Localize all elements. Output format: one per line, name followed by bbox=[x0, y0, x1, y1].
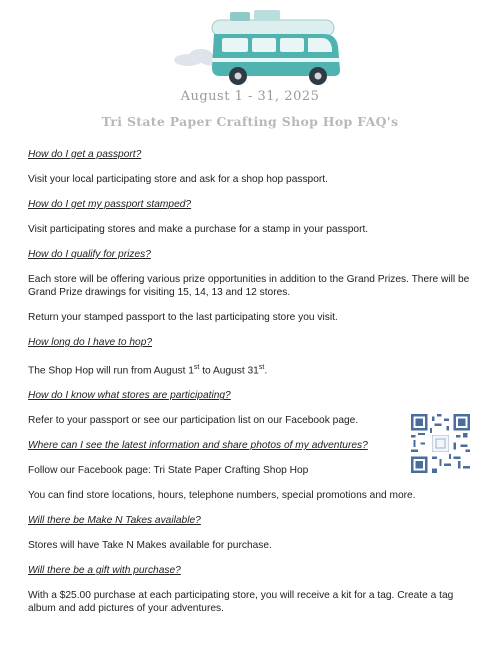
answer-text: The Shop Hop will run from August 1 bbox=[28, 365, 194, 377]
faq-answer: Follow our Facebook page: Tri State Paper Crafting Shop Hop bbox=[28, 465, 309, 477]
faq-answer: Visit your local participating store and ask for a shop hop passport. bbox=[28, 174, 328, 185]
faq-answer: Return your stamped passport to the last participating store you visit. bbox=[28, 312, 338, 323]
answer-text: . bbox=[264, 365, 268, 377]
van-icon bbox=[212, 10, 340, 85]
faq-question: How long do I have to hop? bbox=[28, 337, 153, 348]
answer-text: to August 31 bbox=[199, 365, 259, 377]
faq-question: Will there be Make N Takes available? bbox=[28, 515, 201, 527]
faq-answer: Stores will have Take N Makes available for purchase. bbox=[28, 540, 272, 552]
faq-question: Will there be a gift with purchase? bbox=[28, 565, 181, 577]
faq-answer: Each store will be offering various prize opportunities in addition to the Grand Prizes. There will be Grand Prize drawings for visiting 15, 14, 13 and 12 stores. bbox=[28, 274, 470, 298]
faq-question: How do I know what stores are participating? bbox=[28, 390, 231, 402]
faq-question: How do I get a passport? bbox=[28, 149, 142, 160]
camper-van-illustration bbox=[0, 0, 500, 90]
faq-question: How do I get my passport stamped? bbox=[28, 199, 192, 210]
event-dates: August 1 - 31, 2025 bbox=[180, 89, 320, 104]
faq-answer: You can find store locations, hours, telephone numbers, special promotions and more. bbox=[28, 490, 416, 502]
faq-answer bbox=[28, 361, 478, 377]
faq-answer: Refer to your passport or see our participation list on our Facebook page. bbox=[28, 415, 359, 427]
ordinal-suffix: st bbox=[258, 364, 265, 371]
faq-list bbox=[28, 148, 478, 627]
ordinal-suffix: st bbox=[193, 364, 200, 371]
qr-code-icon bbox=[411, 414, 470, 473]
faq-question: How do I qualify for prizes? bbox=[28, 249, 151, 260]
faq-question: Where can I see the latest information and share photos of my adventures? bbox=[28, 440, 368, 452]
faq-answer: With a $25.00 purchase at each participating store, you will receive a kit for a tag. Create a tag album and add pictures of your adventures. bbox=[28, 590, 454, 615]
qr-center-logo bbox=[432, 435, 449, 452]
page-title: Tri State Paper Crafting Shop Hop FAQ's bbox=[101, 114, 399, 129]
faq-answer: Visit participating stores and make a purchase for a stamp in your passport. bbox=[28, 224, 369, 235]
